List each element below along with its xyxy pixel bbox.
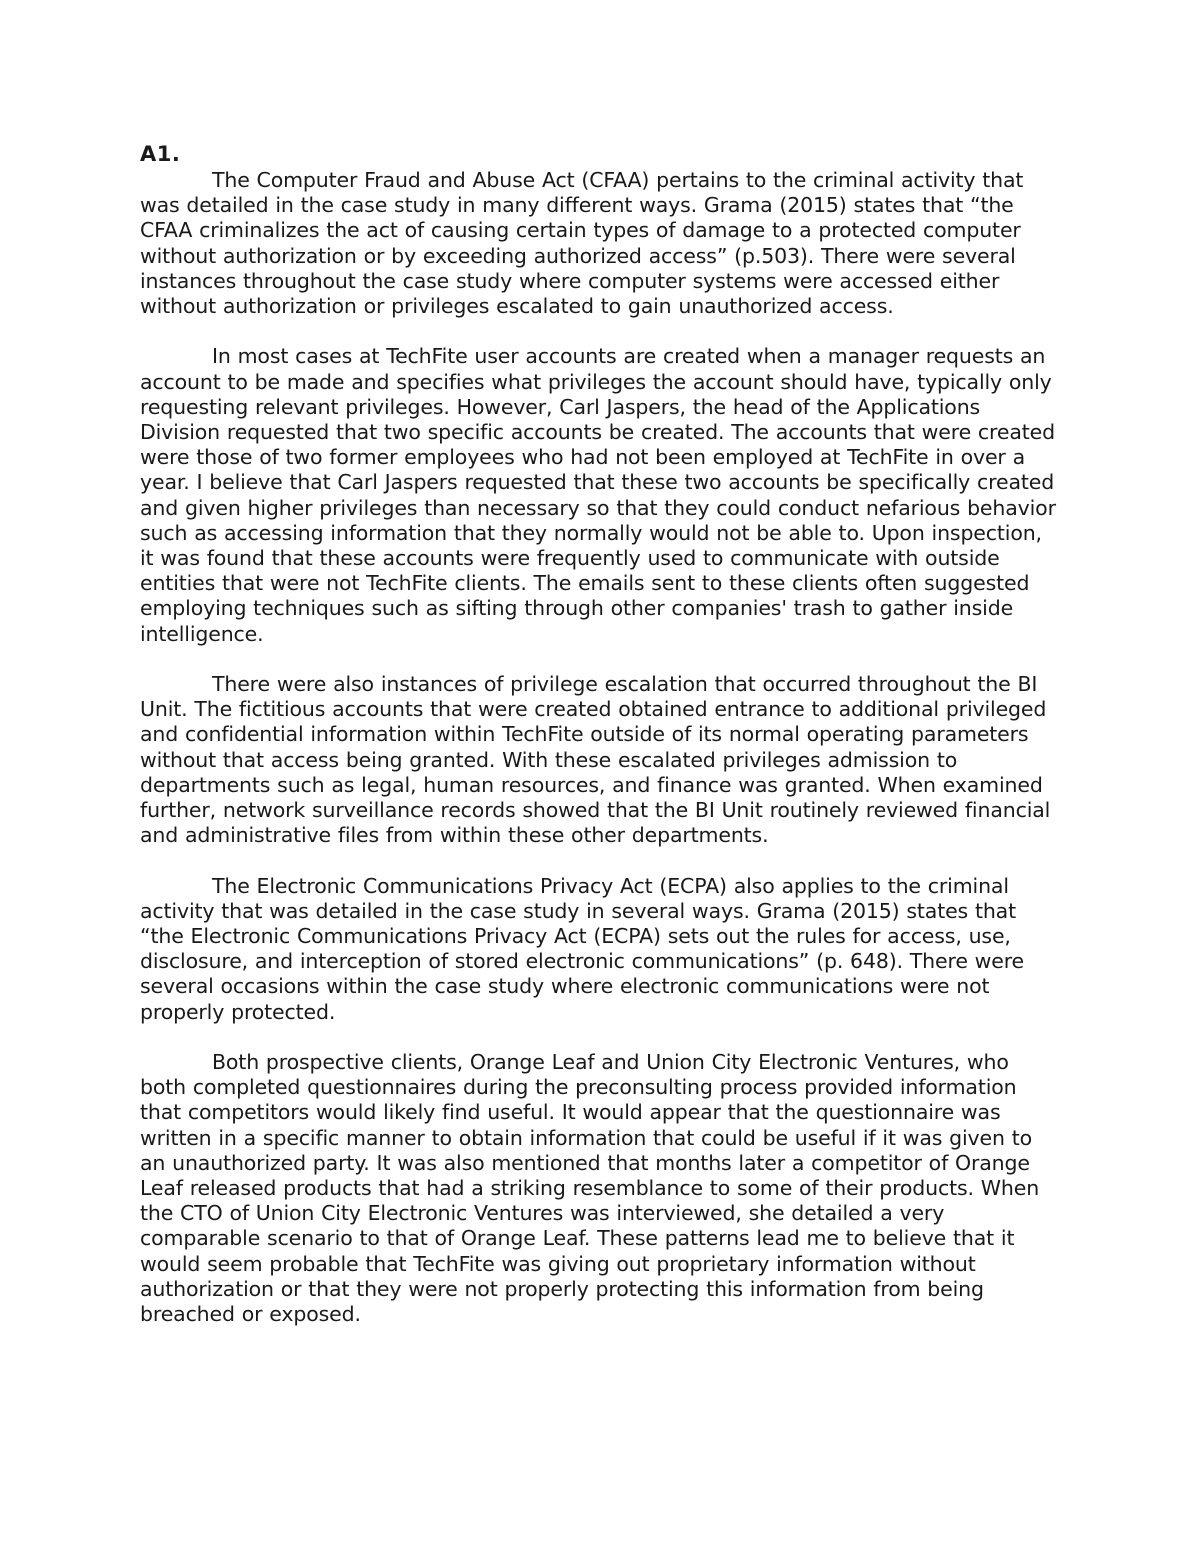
paragraph-prospective-clients: Both prospective clients, Orange Leaf and Union City Electronic Ventures, who both completed questionnaires during the preconsulting process provided information that competitors would likely find useful. It would appear that the questionnaire was written in a specific manner to obtain information that could be useful if it was given to an unauthorized party. It was also mentioned that months later a competitor of Orange Leaf released products that had a striking resemblance to some of their products. When the CTO of Union City Electronic Ventures was interviewed, she detailed a very comparable scenario to that of Orange Leaf. These patterns lead me to believe that it would seem probable that TechFite was giving out proprietary information without authorization or that they were not properly protecting this information from being breached or exposed. [140,1050,1040,1327]
section-heading: A1. [140,142,181,166]
paragraph-user-accounts: In most cases at TechFite user accounts are created when a manager requests an account to be made and specifies what privileges the account should have, typically only requesting relevant privileges. However, Carl Jaspers, the head of the Applications Division requested that two specific accounts be created. The accounts that were created were those of two former employees who had not been employed at TechFite in over a year. I believe that Carl Jaspers requested that these two accounts be specifically created and given higher privileges than necessary so that they could conduct nefarious behavior such as accessing information that they normally would not be able to. Upon inspection, it was found that these accounts were frequently used to communicate with outside entities that were not TechFite clients. The emails sent to these clients often suggested employing techniques such as sifting through other companies' trash to gather inside intelligence. [140,344,1056,646]
paragraph-ecpa: The Electronic Communications Privacy Act (ECPA) also applies to the criminal activity that was detailed in the case study in several ways. Grama (2015) states that “the Electronic Communications Privacy Act (ECPA) sets out the rules for access, use, disclosure, and interception of stored electronic communications” (p. 648). There were several occasions within the case study where electronic communications were not properly protected. [140,873,1025,1024]
document-body [140,140,1060,1327]
paragraph-cfaa: The Computer Fraud and Abuse Act (CFAA) pertains to the criminal activity that was detailed in the case study in many different ways. Grama (2015) states that “the CFAA criminalizes the act of causing certain types of damage to a protected computer without authorization or by exceeding authorized access” (p.503). There were several instances throughout the case study where computer systems were accessed either without authorization or privileges escalated to gain unauthorized access. [140,168,1024,319]
paragraph-privilege-escalation: There were also instances of privilege escalation that occurred throughout the BI Unit. The fictitious accounts that were created obtained entrance to additional privileged and confidential information within TechFite outside of its normal operating parameters without that access being granted. With these escalated privileges admission to departments such as legal, human resources, and finance was granted. When examined further, network surveillance records showed that the BI Unit routinely reviewed financial and administrative files from within these other departments. [140,672,1051,848]
